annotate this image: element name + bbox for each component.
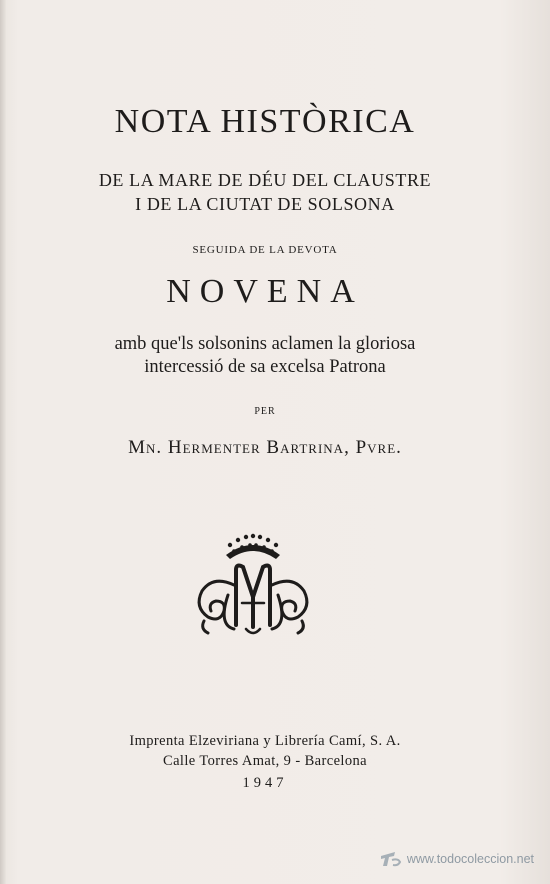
- watermark-text: www.todocoleccion.net: [406, 852, 534, 866]
- description-line-1: amb que'ls solsonins aclamen la gloriosa: [114, 334, 416, 354]
- publisher-line-1: Imprenta Elzeviriana y Librería Camí, S. A.: [129, 733, 401, 749]
- marian-monogram-crown-emblem-icon: [188, 525, 318, 643]
- followed-by-label: SEGUIDA DE LA DEVOTA: [192, 244, 338, 256]
- subtitle-line-1: DE LA MARE DE DÉU DEL CLAUSTRE: [98, 170, 432, 190]
- author-name: Mn. Hermenter Bartrina, Pvre.: [128, 437, 402, 458]
- todocoleccion-logo-icon: [379, 850, 403, 868]
- by-label: PER: [254, 406, 276, 417]
- subtitle-line-2: I DE LA CIUTAT DE SOLSONA: [135, 194, 395, 214]
- watermark: [379, 850, 534, 868]
- description-line-2: intercessió de sa excelsa Patrona: [144, 357, 386, 377]
- page-title: NOTA HISTÒRICA: [114, 103, 416, 140]
- publication-year: 1947: [242, 775, 288, 791]
- novena-heading: NOVENA: [166, 273, 364, 310]
- publisher-line-2: Calle Torres Amat, 9 - Barcelona: [163, 753, 367, 769]
